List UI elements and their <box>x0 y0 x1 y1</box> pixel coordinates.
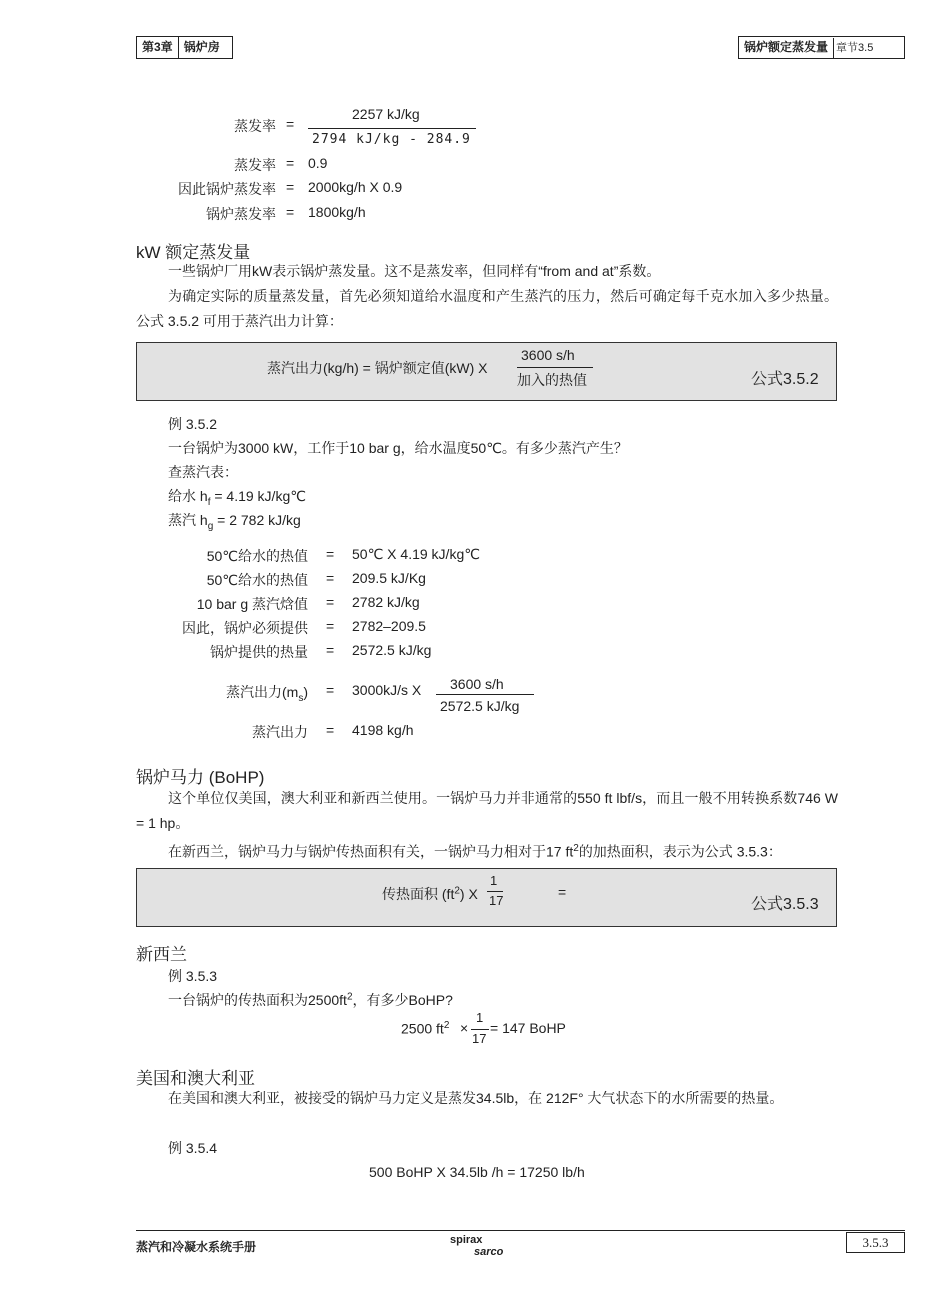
chapter-number: 第3章 <box>142 40 173 54</box>
hg-value: = 2 782 kJ/kg <box>213 512 301 528</box>
example-3-5-2-lookup: 查蒸汽表： <box>168 464 238 480</box>
bohp-paragraph-2 <box>136 836 838 865</box>
ex1-row-equals: = <box>326 642 335 658</box>
example-3-5-4-title: 例 3.5.4 <box>168 1140 218 1156</box>
ms-fraction-line <box>436 694 534 695</box>
formula2-tag: 公式3.5.3 <box>751 896 819 913</box>
bohp-p2-superscript: 2 <box>573 843 579 854</box>
section-header <box>738 36 905 59</box>
calc1-row1-label: 蒸发率 <box>234 118 276 134</box>
kw-paragraph-1: 一些锅炉厂用kW表示锅炉蒸发量。这不是蒸发率，但同样有“from and at”系数。 <box>168 263 661 279</box>
ex1-row-value: 2572.5 kJ/kg <box>352 642 432 658</box>
ms-label-close: ) <box>303 684 308 700</box>
ex1-row-label: 50℃给水的热值 <box>206 572 308 588</box>
formula2-lhs-close: ) X <box>459 886 478 902</box>
calc1-row1-equals: = <box>286 116 295 132</box>
bohp-paragraph-1: 这个单位仅美国，澳大利亚和新西兰使用。一锅炉马力并非通常的550 ft lbf/s，而且一般不用转换系数746 W = 1 hp。 <box>136 790 838 831</box>
us-paragraph-1: 在美国和澳大利亚，被接受的锅炉马力定义是蒸发34.5lb，在 212F° 大气状态下的水所需要的热量。 <box>168 1090 784 1106</box>
formula2-numerator: 1 <box>490 873 498 888</box>
formula-3-5-2-box <box>136 342 837 401</box>
chapter-title: 锅炉房 <box>178 37 225 58</box>
ms-label <box>226 682 308 704</box>
ex1-row-equals: = <box>326 570 335 586</box>
calc1-row3-equals: = <box>286 179 295 195</box>
formula2-lhs-text: 传热面积 (ft <box>382 886 455 902</box>
logo-sarco: sarco <box>474 1246 504 1258</box>
formula2-denominator: 17 <box>489 893 504 908</box>
bohp-section-body <box>136 786 838 865</box>
kw-paragraph-2: 为确定实际的质量蒸发量，首先必须知道给水温度和产生蒸汽的压力，然后可确定每千克水加入多少热量。公式 3.5.2 可用于蒸汽出力计算： <box>136 288 838 329</box>
formula1-numerator: 3600 s/h <box>521 347 575 363</box>
example-3-5-3-question <box>168 990 453 1010</box>
ex1-row-equals: = <box>326 546 335 562</box>
chapter-header <box>136 36 233 59</box>
example-3-5-2-hf <box>168 486 306 508</box>
calc1-row1-numerator: 2257 kJ/kg <box>352 106 420 122</box>
result-value: 4198 kg/h <box>352 722 414 738</box>
bohp-p2-text: 在新西兰，锅炉马力与锅炉传热面积有关，一锅炉马力相对于17 ft <box>168 843 574 860</box>
us-section-heading: 美国和澳大利亚 <box>136 1069 255 1088</box>
section-label: 章节3.5 <box>833 38 878 59</box>
calc1-row2-equals: = <box>286 155 295 171</box>
example-3-5-4-calc: 500 BoHP X 34.5lb /h = 17250 lb/h <box>369 1164 585 1180</box>
calc1-row3-label: 因此锅炉蒸发率 <box>178 181 276 197</box>
footer-manual-title: 蒸汽和冷凝水系统手册 <box>136 1240 257 1254</box>
hf-prefix: 给水 h <box>168 488 208 504</box>
hg-subscript: g <box>207 520 214 532</box>
hf-subscript: f <box>207 496 211 508</box>
formula1-tag: 公式3.5.2 <box>751 371 819 388</box>
nz-calc-fraction-line <box>471 1029 489 1030</box>
formula2-equals: = <box>558 884 567 900</box>
ex1-row-label: 50℃给水的热值 <box>206 548 308 564</box>
calc1-row3-value: 2000kg/h X 0.9 <box>308 179 403 195</box>
formula1-fraction-line <box>517 367 593 368</box>
formula-3-5-3-box <box>136 868 837 927</box>
ms-lhs: 3000kJ/s X <box>352 682 422 698</box>
ex1-row-label: 因此，锅炉必须提供 <box>182 620 308 636</box>
formula2-fraction-line <box>487 891 503 892</box>
example-3-5-2-title: 例 3.5.2 <box>168 416 218 432</box>
ex1-row-equals: = <box>326 594 335 610</box>
nz-question-superscript: 2 <box>346 991 353 1003</box>
calc1-row2-label: 蒸发率 <box>234 157 276 173</box>
result-equals: = <box>326 722 335 738</box>
nz-calc-superscript: 2 <box>443 1020 450 1031</box>
us-section-body <box>136 1086 838 1111</box>
kw-section-heading: kW 额定蒸发量 <box>136 243 251 262</box>
ex1-row-equals: = <box>326 618 335 634</box>
calc1-row4-value: 1800kg/h <box>308 204 366 220</box>
example-3-5-2-question: 一台锅炉为3000 kW，工作于10 bar g，给水温度50℃。有多少蒸汽产生？ <box>168 440 628 456</box>
formula1-denominator: 加入的热值 <box>517 372 587 388</box>
result-label: 蒸汽出力 <box>252 724 308 740</box>
nz-section-heading: 新西兰 <box>136 945 187 964</box>
footer-rule <box>136 1230 905 1231</box>
ex1-row-label: 锅炉提供的热量 <box>210 644 308 660</box>
ex1-row-value: 2782 kJ/kg <box>352 594 420 610</box>
ms-label-text: 蒸汽出力(m <box>226 684 299 700</box>
section-title: 锅炉额定蒸发量 <box>744 40 829 54</box>
calc1-row4-label: 锅炉蒸发率 <box>206 206 276 222</box>
ms-numerator: 3600 s/h <box>450 676 504 692</box>
ex1-row-value: 50℃ X 4.19 kJ/kg℃ <box>352 546 480 562</box>
ms-equals: = <box>326 682 335 698</box>
nz-calc-multiply: × <box>460 1020 469 1036</box>
nz-question-text: 一台锅炉的传热面积为2500ft <box>168 992 347 1008</box>
ex1-row-label: 10 bar g 蒸汽焓值 <box>196 596 308 612</box>
nz-calc-numerator: 1 <box>476 1010 484 1025</box>
hf-value: = 4.19 kJ/kg℃ <box>210 488 306 504</box>
nz-calc-result: = 147 BoHP <box>490 1020 566 1036</box>
formula2-superscript: 2 <box>454 885 460 897</box>
kw-section-body <box>136 259 838 334</box>
ms-subscript: s <box>298 692 304 704</box>
calc1-fraction-line <box>308 128 476 129</box>
nz-question-end: ，有多少BoHP? <box>352 992 453 1008</box>
bohp-p2-text-end: 的加热面积，表示为公式 3.5.3： <box>578 843 782 860</box>
formula1-lhs: 蒸汽出力(kg/h) = 锅炉额定值(kW) X <box>267 360 488 376</box>
bohp-section-heading: 锅炉马力 (BoHP) <box>136 768 265 787</box>
nz-calc-area: 2500 ft <box>401 1020 444 1037</box>
ex1-row-value: 209.5 kJ/Kg <box>352 570 426 586</box>
example-3-5-2-hg <box>168 510 301 532</box>
page-number: 3.5.3 <box>846 1232 905 1253</box>
spirax-sarco-logo <box>450 1234 503 1258</box>
calc1-row1-denominator: 2794 kJ/kg - 284.9 <box>312 132 471 147</box>
nz-calc-denominator: 17 <box>472 1031 487 1046</box>
calc1-row4-equals: = <box>286 204 295 220</box>
example-3-5-3-title: 例 3.5.3 <box>168 968 218 984</box>
formula2-lhs <box>382 884 478 904</box>
logo-spirax: spirax <box>450 1234 483 1246</box>
hg-prefix: 蒸汽 h <box>168 512 208 528</box>
calc1-row2-value: 0.9 <box>308 155 328 171</box>
ms-denominator: 2572.5 kJ/kg <box>440 698 520 714</box>
nz-calc-lhs <box>401 1020 449 1037</box>
ex1-row-value: 2782–209.5 <box>352 618 426 634</box>
